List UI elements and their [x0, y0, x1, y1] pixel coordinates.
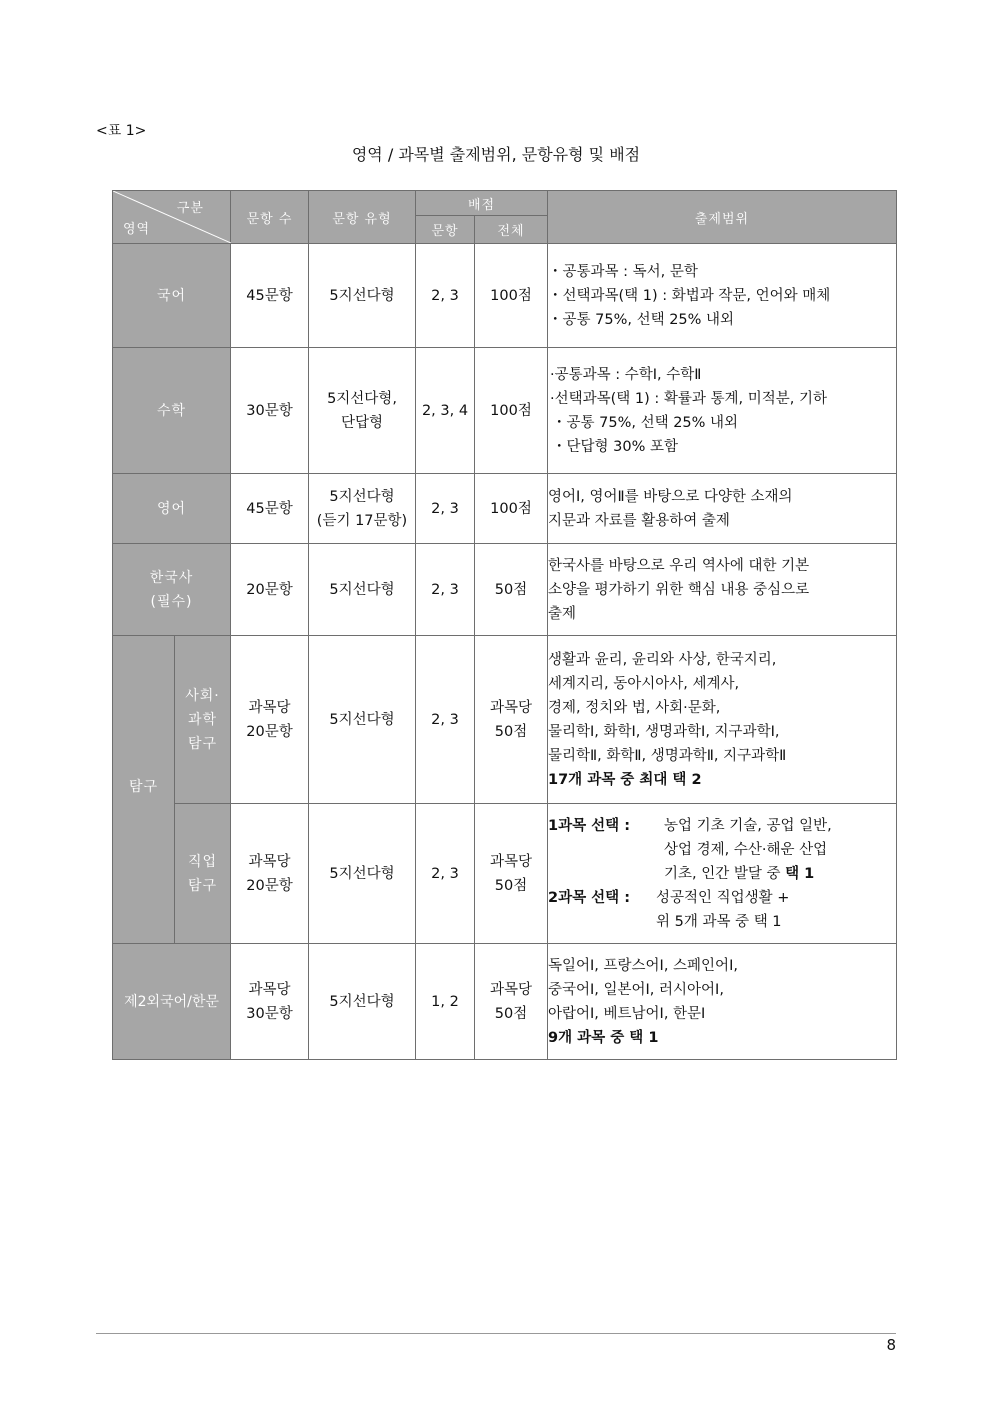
english-item-score: 2, 3 [416, 474, 475, 544]
english-count: 45문항 [231, 474, 309, 544]
range-line: ・공통 75%, 선택 25% 내외 [552, 414, 739, 431]
range-line: 아랍어Ⅰ, 베트남어Ⅰ, 한문Ⅰ [548, 1005, 706, 1022]
range-line: ・공통 75%, 선택 25% 내외 [548, 311, 735, 328]
korean-item-score: 2, 3 [416, 244, 475, 348]
range-line: 중국어Ⅰ, 일본어Ⅰ, 러시아어Ⅰ, [548, 981, 724, 998]
area-inquiry: 탐구 [113, 636, 175, 944]
total-line: 50점 [494, 877, 528, 894]
area-name-line: 직업 [187, 853, 218, 870]
selection-one [548, 814, 896, 886]
social-range [548, 636, 897, 804]
vocational-type: 5지선다형 [309, 804, 416, 944]
korean-count: 45문항 [231, 244, 309, 348]
korean-range [548, 244, 897, 348]
type-line: 단답형 [340, 414, 384, 431]
english-range [548, 474, 897, 544]
math-total-score: 100점 [475, 348, 548, 474]
history-total-score: 50점 [475, 544, 548, 636]
range-line: 한국사를 바탕으로 우리 역사에 대한 기본 [548, 557, 810, 574]
header-score-item: 문항 [416, 216, 475, 244]
count-line: 과목당 [248, 699, 291, 716]
vocational-range [548, 804, 897, 944]
count-line: 20문항 [246, 877, 293, 894]
diagonal-header-cell [113, 191, 231, 244]
area-social-science [175, 636, 231, 804]
range-line: 독일어Ⅰ, 프랑스어Ⅰ, 스페인어Ⅰ, [548, 957, 738, 974]
table-row-vocational [113, 804, 897, 944]
vocational-item-score: 2, 3 [416, 804, 475, 944]
area-english: 영어 [113, 474, 231, 544]
header-score-total: 전체 [475, 216, 548, 244]
page-number: 8 [886, 1336, 896, 1354]
area-korean: 국어 [113, 244, 231, 348]
range-line-bold: 9개 과목 중 택 1 [548, 1029, 659, 1046]
math-item-score: 2, 3, 4 [416, 348, 475, 474]
total-line: 과목당 [489, 853, 533, 870]
range-line: ・공통과목 : 독서, 문학 [548, 263, 698, 280]
type-line: (듣기 17문항) [316, 512, 408, 529]
area-name-line: 탐구 [187, 735, 218, 752]
history-range [548, 544, 897, 636]
count-line: 30문항 [246, 1005, 293, 1022]
header-type: 문항 유형 [309, 191, 416, 244]
range-line: 생활과 윤리, 윤리와 사상, 한국지리, [548, 651, 777, 668]
type-line: 5지선다형, [327, 390, 397, 407]
area-history-name: 한국사 [149, 569, 194, 586]
table-row-english [113, 474, 897, 544]
header-yeongyeok: 영역 [123, 222, 151, 237]
range-line: 지문과 자료를 활용하여 출제 [548, 512, 730, 529]
area-name-line: 과학 [187, 711, 218, 728]
range-line: 성공적인 직업생활 + [656, 889, 790, 906]
selection-one-body [664, 814, 832, 886]
foreign-total-score [475, 944, 548, 1060]
table-row-foreign-language [113, 944, 897, 1060]
social-count [231, 636, 309, 804]
count-line: 과목당 [248, 981, 291, 998]
foreign-count [231, 944, 309, 1060]
english-type [309, 474, 416, 544]
table-row-social-science [113, 636, 897, 804]
foreign-item-score: 1, 2 [416, 944, 475, 1060]
count-line: 20문항 [246, 723, 293, 740]
area-name-line: 탐구 [187, 877, 218, 894]
selection-one-label: 1과목 선택 : [548, 817, 631, 834]
history-count: 20문항 [231, 544, 309, 636]
table-row-history [113, 544, 897, 636]
range-line-text: 기초, 인간 발달 중 [664, 865, 786, 882]
header-score: 배점 [416, 191, 548, 216]
range-line: 영어Ⅰ, 영어Ⅱ를 바탕으로 다양한 소재의 [548, 488, 793, 505]
area-vocational [175, 804, 231, 944]
korean-total-score: 100점 [475, 244, 548, 348]
math-range [548, 348, 897, 474]
total-line: 50점 [494, 723, 528, 740]
range-line: 농업 기초 기술, 공업 일반, [664, 817, 832, 834]
table-row-korean [113, 244, 897, 348]
range-line-with-bold [664, 862, 832, 886]
range-line: 소양을 평가하기 위한 핵심 내용 중심으로 [548, 581, 810, 598]
header-count: 문항 수 [231, 191, 309, 244]
range-line: 출제 [548, 605, 577, 622]
range-line: 경제, 정치와 법, 사회·문화, [548, 699, 721, 716]
total-line: 50점 [494, 1005, 528, 1022]
type-line: 5지선다형 [329, 488, 395, 505]
english-total-score: 100점 [475, 474, 548, 544]
selection-two-body [656, 886, 789, 934]
total-line: 과목당 [489, 699, 533, 716]
social-total-score [475, 636, 548, 804]
math-count: 30문항 [231, 348, 309, 474]
range-line: 위 5개 과목 중 택 1 [656, 913, 782, 930]
history-type: 5지선다형 [309, 544, 416, 636]
foreign-type: 5지선다형 [309, 944, 416, 1060]
header-gubun: 구분 [176, 201, 204, 216]
area-history-note: (필수) [150, 593, 193, 610]
table-caption: <표 1> [96, 123, 147, 139]
selection-two [548, 886, 896, 934]
range-line: 세계지리, 동아시아사, 세계사, [548, 675, 740, 692]
social-item-score: 2, 3 [416, 636, 475, 804]
range-line: 상업 경제, 수산·해운 산업 [664, 841, 828, 858]
range-line: ・단답형 30% 포함 [552, 438, 678, 455]
range-line: ・선택과목(택 1) : 화법과 작문, 언어와 매체 [548, 287, 831, 304]
count-line: 과목당 [248, 853, 291, 870]
area-history [113, 544, 231, 636]
total-line: 과목당 [489, 981, 533, 998]
vocational-count [231, 804, 309, 944]
range-line: 물리학Ⅱ, 화학Ⅱ, 생명과학Ⅱ, 지구과학Ⅱ [548, 747, 787, 764]
header-range: 출제범위 [548, 191, 897, 244]
range-line: ·공통과목 : 수학Ⅰ, 수학Ⅱ [550, 366, 702, 383]
range-line: ·선택과목(택 1) : 확률과 통계, 미적분, 기하 [550, 390, 828, 407]
table-title: 영역 / 과목별 출제범위, 문항유형 및 배점 [351, 145, 641, 164]
area-name-line: 사회· [185, 687, 220, 704]
selection-two-label: 2과목 선택 : [548, 889, 631, 906]
history-item-score: 2, 3 [416, 544, 475, 636]
header-row-1 [113, 191, 897, 216]
exam-range-table [112, 190, 897, 1060]
range-line: 물리학Ⅰ, 화학Ⅰ, 생명과학Ⅰ, 지구과학Ⅰ, [548, 723, 780, 740]
footer-divider [96, 1333, 896, 1334]
korean-type: 5지선다형 [309, 244, 416, 348]
table-row-math [113, 348, 897, 474]
social-type: 5지선다형 [309, 636, 416, 804]
range-line-bold: 택 1 [785, 865, 815, 882]
range-line-bold: 17개 과목 중 최대 택 2 [548, 771, 702, 788]
foreign-range [548, 944, 897, 1060]
area-foreign-language: 제2외국어/한문 [113, 944, 231, 1060]
vocational-total-score [475, 804, 548, 944]
math-type [309, 348, 416, 474]
area-math: 수학 [113, 348, 231, 474]
